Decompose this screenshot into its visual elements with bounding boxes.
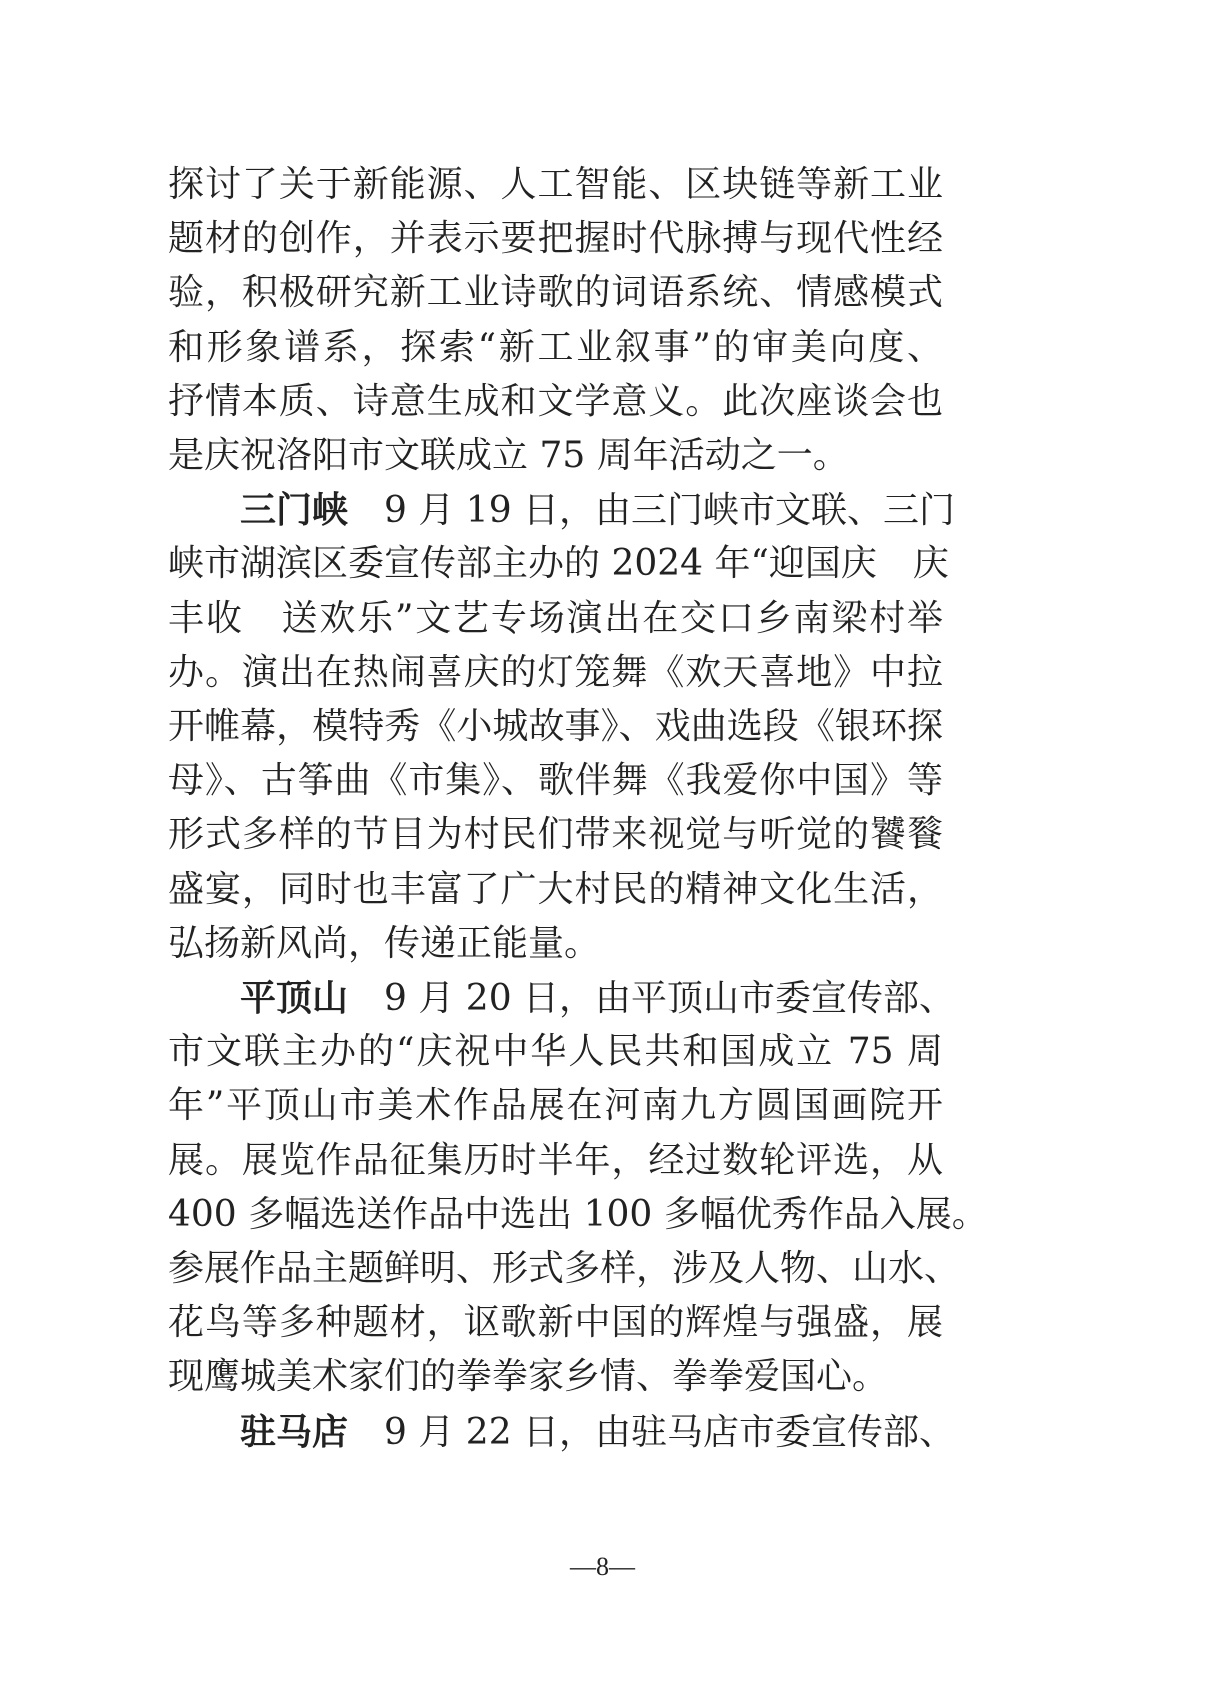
- line-text: 展。展览作品征集历时半年，经过数轮评选，从: [168, 1139, 943, 1181]
- text-line: [168, 212, 943, 266]
- line-text: 市文联主办的“庆祝中华人民共和国成立 75 周: [168, 1031, 943, 1073]
- text-line: [168, 700, 943, 754]
- line-text: 弘扬新风尚，传递正能量。: [168, 922, 601, 964]
- text-line: [168, 863, 943, 917]
- line-text: 现鹰城美术家们的拳拳家乡情、拳拳爱国心。: [168, 1356, 889, 1398]
- text-line: [168, 158, 943, 212]
- page-number: —8—: [570, 1552, 635, 1581]
- text-line: [168, 321, 943, 375]
- text-line: [168, 266, 943, 320]
- text-line: [168, 1025, 943, 1079]
- text-line: [168, 1188, 988, 1242]
- text-line: [240, 1405, 956, 1459]
- line-text: 题材的创作，并表示要把握时代脉搏与现代性经: [168, 218, 943, 260]
- line-text: 探讨了关于新能源、人工智能、区块链等新工业: [168, 164, 943, 205]
- city-heading: 驻马店: [240, 1410, 349, 1453]
- line-text: 400 多幅选送作品中选出 100 多幅优秀作品入展。: [168, 1193, 988, 1235]
- line-text: 母》、古筝曲《市集》、歌伴舞《我爱你中国》等: [168, 760, 943, 802]
- text-line: [240, 971, 956, 1025]
- line-text: 参展作品主题鲜明、形式多样，涉及人物、山水、: [168, 1248, 961, 1289]
- city-heading: 三门峡: [240, 489, 349, 532]
- line-text: 年”平顶山市美术作品展在河南九方圆国画院开: [168, 1085, 943, 1127]
- line-text: 形式多样的节目为村民们带来视觉与听觉的饕餮: [168, 814, 943, 856]
- line-text: 9 月 19 日，由三门峡市文联、三门: [348, 490, 956, 532]
- text-line: [168, 375, 943, 429]
- text-line: [168, 808, 943, 862]
- line-text: 验，积极研究新工业诗歌的词语系统、情感模式: [168, 272, 943, 314]
- text-line: [168, 1242, 961, 1296]
- line-text: 花鸟等多种题材，讴歌新中国的辉煌与强盛，展: [168, 1302, 943, 1344]
- line-text: 办。演出在热闹喜庆的灯笼舞《欢天喜地》中拉: [168, 651, 943, 693]
- line-text: 丰收 送欢乐”文艺专场演出在交口乡南梁村举: [168, 597, 943, 639]
- line-text: 盛宴，同时也丰富了广大村民的精神文化生活，: [168, 868, 943, 910]
- text-line: [168, 1350, 943, 1404]
- text-line: [168, 537, 949, 591]
- text-line: [168, 1134, 943, 1188]
- city-heading: 平顶山: [240, 977, 349, 1019]
- line-text: 抒情本质、诗意生成和文学意义。此次座谈会也: [168, 380, 943, 422]
- line-text: 开帷幕，模特秀《小城故事》、戏曲选段《银环探: [168, 706, 943, 747]
- text-line: [168, 646, 943, 700]
- text-line: [168, 592, 943, 646]
- text-line: [168, 917, 943, 971]
- text-line: [168, 429, 943, 483]
- text-line: [168, 754, 943, 808]
- line-text: 和形象谱系，探索“新工业叙事”的审美向度、: [168, 326, 943, 368]
- text-line: [168, 1079, 943, 1133]
- line-text: 峡市湖滨区委宣传部主办的 2024 年“迎国庆 庆: [168, 543, 949, 585]
- text-line: [168, 1296, 943, 1350]
- text-line: [240, 483, 956, 537]
- line-text: 是庆祝洛阳市文联成立 75 周年活动之一。: [168, 435, 849, 476]
- line-text: 9 月 20 日，由平顶山市委宣传部、: [348, 978, 956, 1019]
- line-text: 9 月 22 日，由驻马店市委宣传部、: [348, 1411, 956, 1453]
